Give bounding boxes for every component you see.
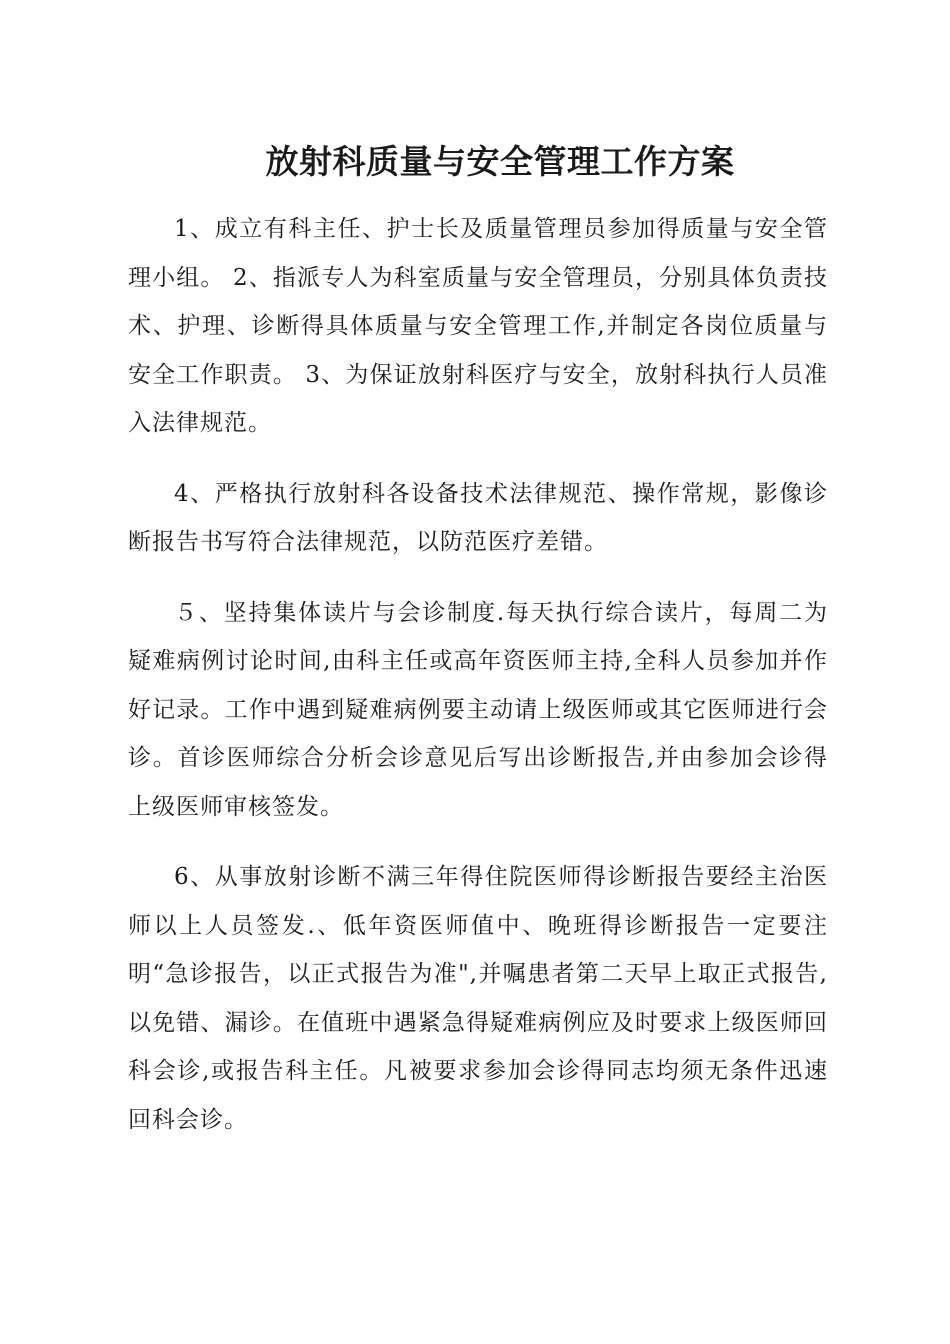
paragraph-4: 6、从事放射诊断不满三年得住院医师得诊断报告要经主治医师以上人员签发.、低年资医师值中、晚班得诊断报告一定要注明“急诊报告，以正式报告为准",并嘱患者第二天早上取正式报告,以免错、漏诊。在值班中遇紧急得疑难病例应及时要求上级医师回科会诊,或报告科主任。凡被要求参加会诊得同志均须无条件迅速回科会诊。 — [128, 864, 828, 1133]
document-body — [128, 205, 828, 1144]
document-title: 放射科质量与安全管理工作方案 — [265, 142, 735, 181]
paragraph-1: 1、成立有科主任、护士长及质量管理员参加得质量与安全管理小组。 2、指派专人为科室质量与安全管理员，分别具体负责技术、护理、诊断得具体质量与安全管理工作,并制定各岗位质量与安全工作职责。 3、为保证放射科医疗与安全，放射科执行人员准入法律规范。 — [128, 216, 828, 436]
paragraph-2: 4、严格执行放射科各设备技术法律规范、操作常规，影像诊断报告书写符合法律规范，以防范医疗差错。 — [128, 480, 828, 555]
paragraph-3: ５、坚持集体读片与会诊制度.每天执行综合读片，每周二为疑难病例讨论时间,由科主任或高年资医师主持,全科人员参加并作好记录。工作中遇到疑难病例要主动请上级医师或其它医师进行会诊。首诊医师综合分析会诊意见后写出诊断报告,并由参加会诊得上级医师审核签发。 — [128, 599, 828, 820]
